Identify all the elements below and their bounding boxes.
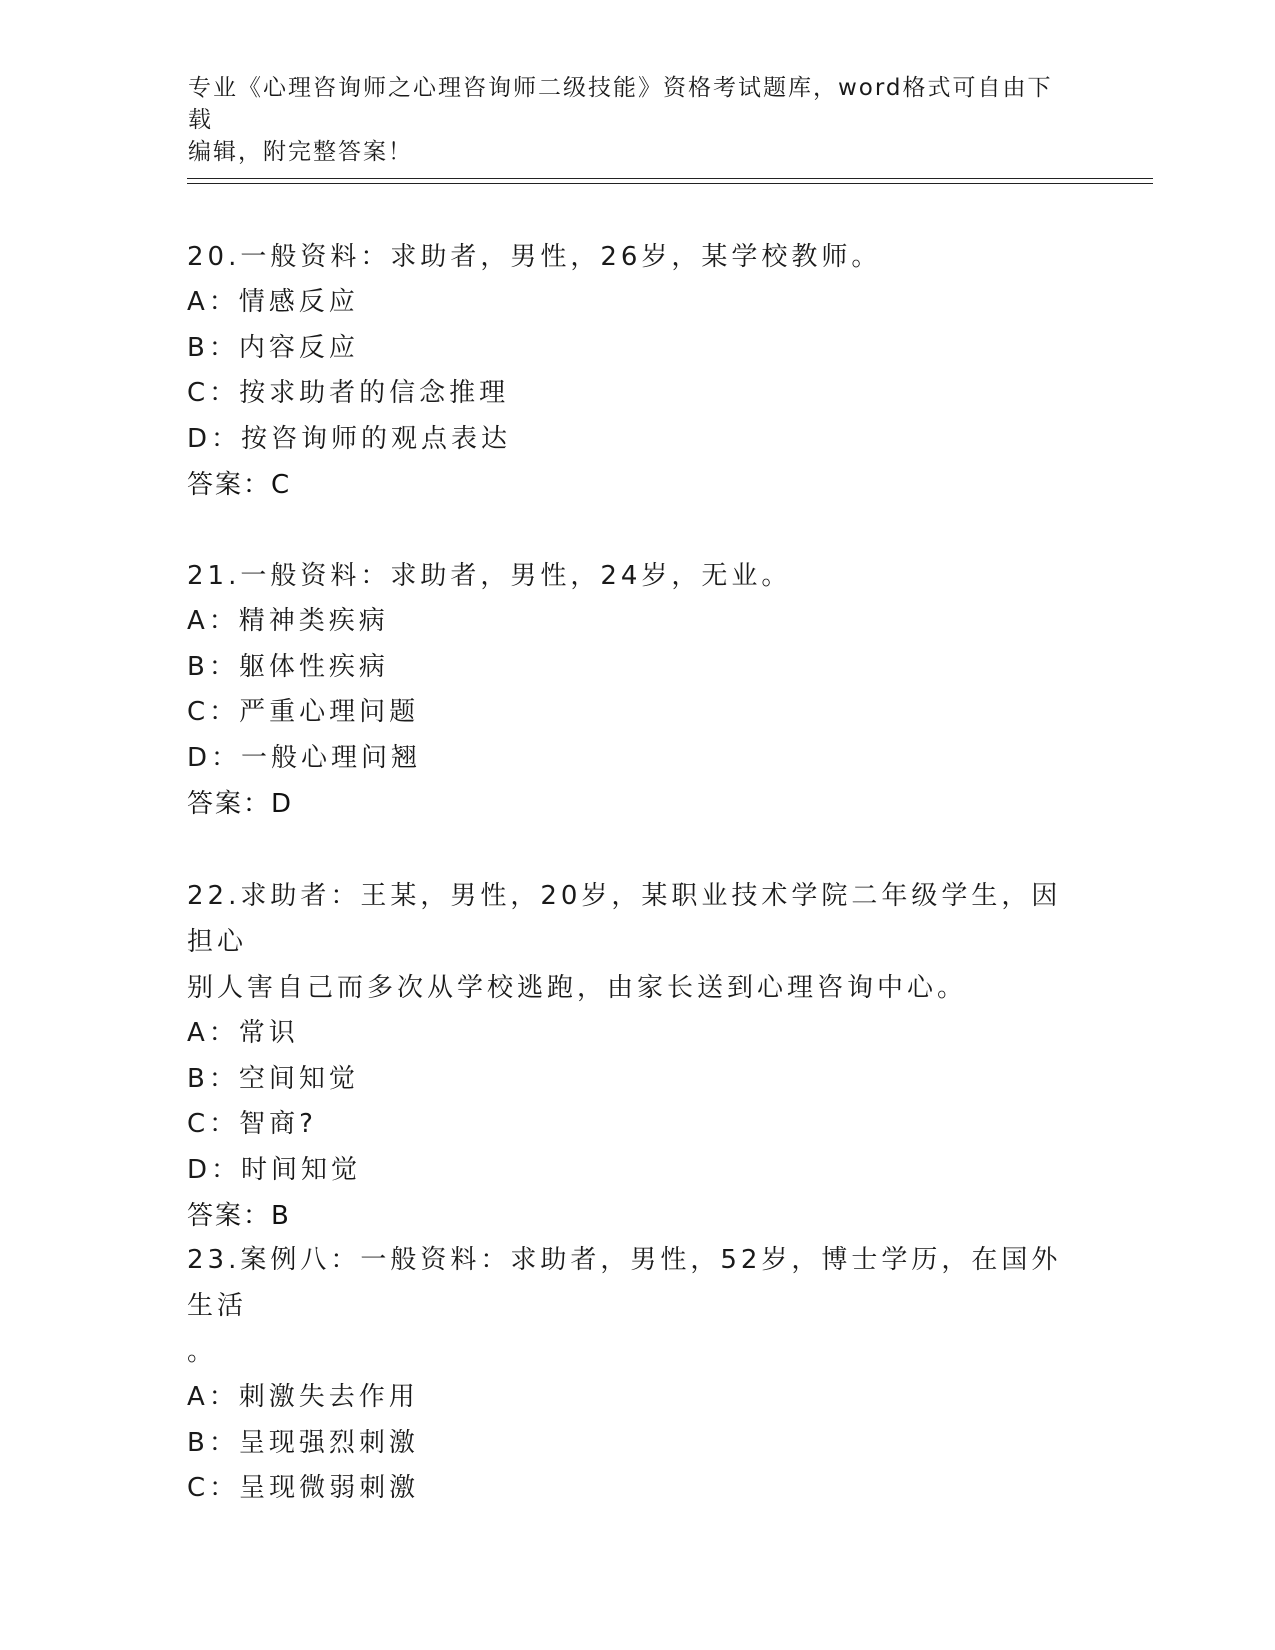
question-stem-line-2: 。 — [187, 1337, 218, 1367]
question-stem-line-1: 23.案例八：一般资料：求助者，男性，52岁，博士学历，在国外生活 — [187, 1245, 1062, 1321]
question-22 — [187, 873, 1087, 1239]
option-a: A：精神类疾病 — [187, 606, 389, 636]
header-line-1: 专业《心理咨询师之心理咨询师二级技能》资格考试题库，word格式可自由下载 — [188, 75, 1053, 133]
question-stem-line-1: 22.求助者：王某，男性，20岁，某职业技术学院二年级学生，因担心 — [187, 881, 1062, 957]
answer: 答案：C — [187, 470, 292, 500]
question-20 — [187, 234, 1087, 508]
option-c: C：按求助者的信念推理 — [187, 378, 510, 408]
question-23 — [187, 1237, 1087, 1512]
question-stem-line-2: 别人害自己而多次从学校逃跑，由家长送到心理咨询中心。 — [187, 973, 968, 1003]
header-divider-top — [187, 178, 1153, 179]
option-a: A：常识 — [187, 1018, 299, 1048]
option-a: A：刺激失去作用 — [187, 1382, 419, 1412]
option-b: B：内容反应 — [187, 332, 359, 363]
question-stem: 21.一般资料：求助者，男性，24岁，无业。 — [187, 561, 792, 591]
question-21 — [187, 553, 1087, 827]
option-d: D：时间知觉 — [187, 1154, 362, 1185]
option-a: A：情感反应 — [187, 287, 359, 317]
option-d: D：按咨询师的观点表达 — [187, 423, 512, 454]
answer: 答案：D — [187, 789, 294, 819]
option-b: B：空间知觉 — [187, 1063, 359, 1094]
document-header — [188, 72, 1068, 168]
header-divider-bottom — [187, 183, 1153, 184]
option-d: D：一般心理问翘 — [187, 742, 422, 773]
question-stem: 20.一般资料：求助者，男性，26岁，某学校教师。 — [187, 242, 882, 272]
header-line-2: 编辑，附完整答案！ — [188, 139, 413, 165]
option-c: C：智商? — [187, 1109, 317, 1139]
option-c: C：严重心理问题 — [187, 697, 420, 727]
option-b: B：呈现强烈刺激 — [187, 1427, 419, 1458]
option-b: B：躯体性疾病 — [187, 651, 389, 682]
option-c: C：呈现微弱刺激 — [187, 1473, 420, 1503]
answer: 答案：B — [187, 1201, 291, 1231]
